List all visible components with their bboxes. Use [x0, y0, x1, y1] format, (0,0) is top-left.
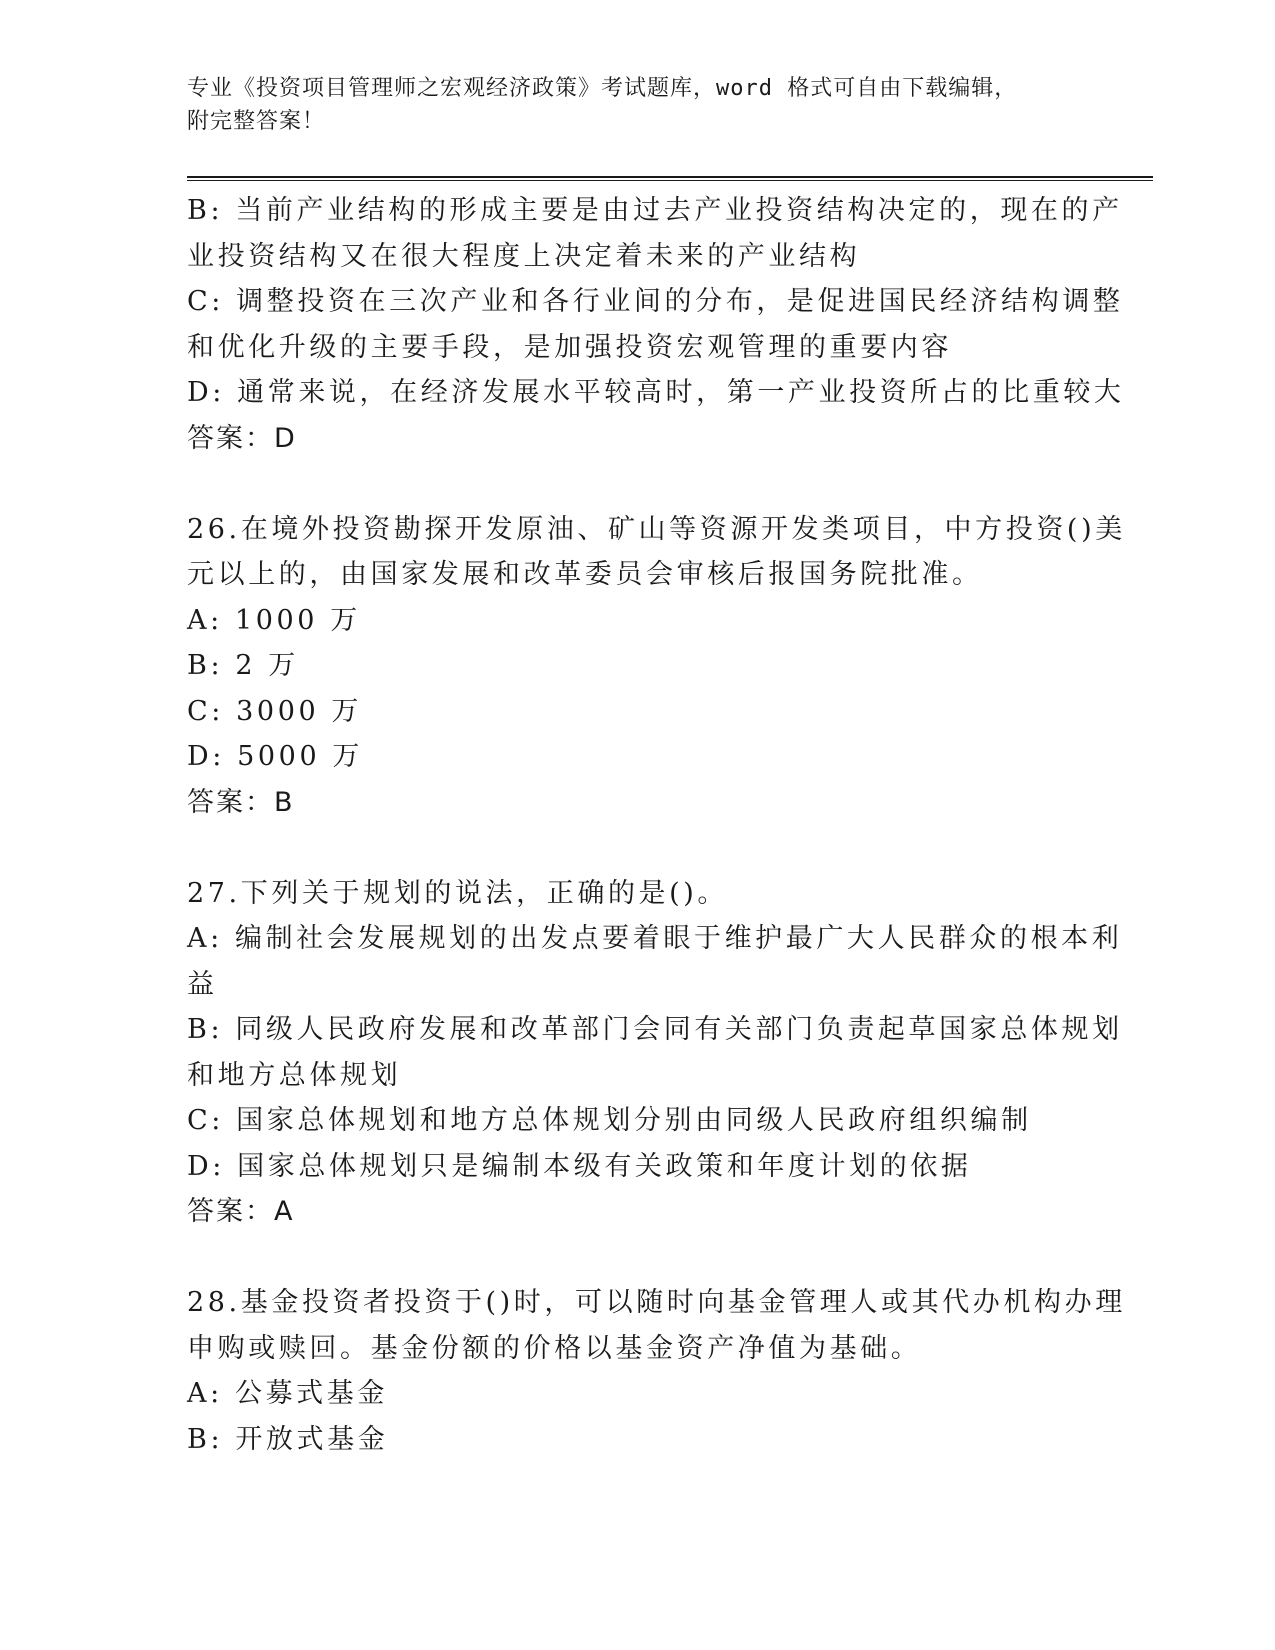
page-header: [187, 72, 1067, 138]
q27-option-b-line-2: 和地方总体规划: [187, 1059, 402, 1091]
q27-option-b-line-1: B: 同级人民政府发展和改革部门会同有关部门负责起草国家总体规划: [187, 1014, 1123, 1045]
q27-answer: 答案：A: [187, 1196, 295, 1227]
q27-option-c: C: 国家总体规划和地方总体规划分别由同级人民政府组织编制: [187, 1105, 1032, 1136]
q26-answer: 答案：B: [187, 786, 295, 818]
q28-stem-line-1: 28.基金投资者投资于()时，可以随时向基金管理人或其代办机构办理: [187, 1287, 1126, 1318]
q25-option-c-line-2: 和优化升级的主要手段，是加强投资宏观管理的重要内容: [187, 331, 952, 363]
q25-option-b-line-1: B: 当前产业结构的形成主要是由过去产业投资结构决定的，现在的产: [187, 195, 1123, 226]
q26-option-c: C: 3000 万: [187, 695, 363, 727]
spacer: [187, 825, 1087, 871]
q26-stem-line-1: 26.在境外投资勘探开发原油、矿山等资源开发类项目，中方投资()美: [187, 513, 1126, 545]
q27-option-d: D: 国家总体规划只是编制本级有关政策和年度计划的依据: [187, 1150, 972, 1182]
q26-stem-line-2: 元以上的，由国家发展和改革委员会审核后报国务院批准。: [187, 559, 983, 590]
q27-option-a-line-1: A: 编制社会发展规划的出发点要着眼于维护最广大人民群众的根本利: [187, 923, 1123, 954]
question-25: [187, 188, 1125, 461]
question-list: [187, 188, 1126, 1462]
spacer: [187, 461, 1087, 507]
header-line-1: 专业《投资项目管理师之宏观经济政策》考试题库，word 格式可自由下载编辑，: [187, 76, 1018, 101]
q25-option-d: D: 通常来说，在经济发展水平较高时，第一产业投资所占的比重较大: [187, 377, 1125, 408]
q25-option-b-line-2: 业投资结构又在很大程度上决定着未来的产业结构: [187, 240, 861, 272]
q26-option-a: A: 1000 万: [187, 604, 361, 636]
header-line-2: 附完整答案！: [187, 109, 326, 134]
q28-option-b: B: 开放式基金: [187, 1423, 389, 1455]
q27-stem: 27.下列关于规划的说法，正确的是()。: [187, 877, 729, 909]
question-28: [187, 1280, 1126, 1462]
question-26: [187, 507, 1126, 826]
q28-stem-line-2: 申购或赎回。基金份额的价格以基金资产净值为基础。: [187, 1332, 922, 1364]
q26-option-b: B: 2 万: [187, 650, 299, 681]
spacer: [187, 1235, 1087, 1281]
question-27: [187, 871, 1123, 1235]
header-divider: [187, 176, 1153, 181]
q27-option-a-line-2: 益: [187, 968, 218, 1000]
q28-option-a: A: 公募式基金: [187, 1378, 388, 1409]
q25-option-c-line-1: C: 调整投资在三次产业和各行业间的分布，是促进国民经济结构调整: [187, 286, 1124, 317]
q25-answer: 答案：D: [187, 422, 297, 454]
q26-option-d: D: 5000 万: [187, 741, 364, 772]
